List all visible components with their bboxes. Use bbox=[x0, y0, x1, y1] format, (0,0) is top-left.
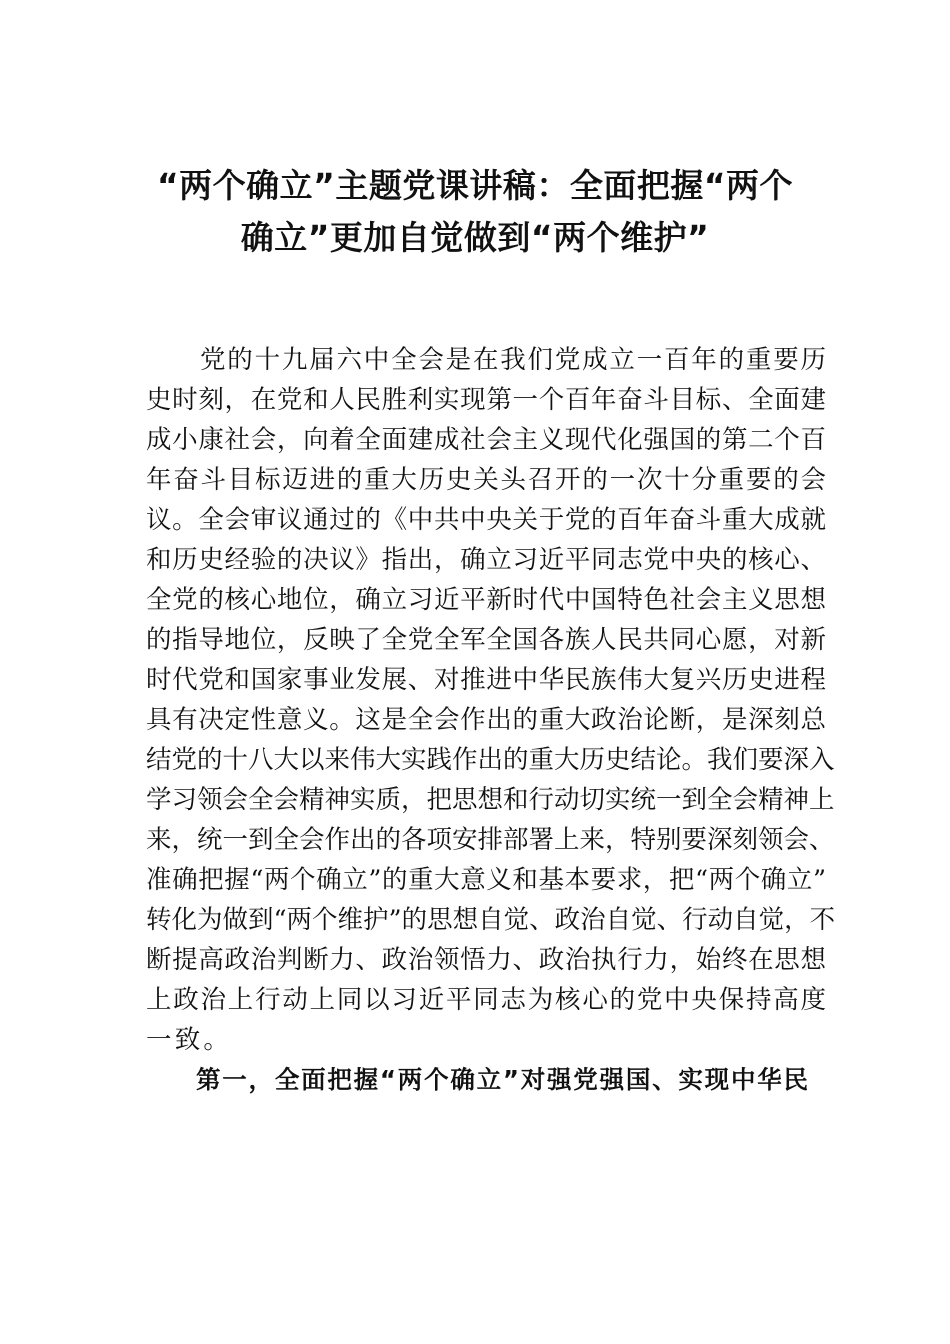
document-title bbox=[130, 160, 820, 264]
paragraph-line: 结党的十八大以来伟大实践作出的重大历史结论。我们要深入 bbox=[146, 745, 835, 775]
paragraph-line: 具有决定性意义。这是全会作出的重大政治论断，是深刻总 bbox=[146, 705, 826, 735]
paragraph-line: 全党的核心地位，确立习近平新时代中国特色社会主义思想 bbox=[146, 585, 826, 615]
paragraph-line: 的指导地位，反映了全党全军全国各族人民共同心愿，对新 bbox=[146, 625, 826, 655]
paragraph-line: 时代党和国家事业发展、对推进中华民族伟大复兴历史进程 bbox=[146, 665, 826, 695]
paragraph-line: 史时刻，在党和人民胜利实现第一个百年奋斗目标、全面建 bbox=[146, 385, 826, 415]
section-heading: 第一，全面把握“两个确立”对强党强国、实现中华民 bbox=[196, 1065, 808, 1094]
paragraph-line: 成小康社会，向着全面建成社会主义现代化强国的第二个百 bbox=[146, 425, 826, 455]
paragraph-line: 党的十九届六中全会是在我们党成立一百年的重要历 bbox=[200, 345, 826, 375]
paragraph-line: 议。全会审议通过的《中共中央关于党的百年奋斗重大成就 bbox=[146, 505, 826, 535]
title-line-2: 确立”更加自觉做到“两个维护” bbox=[240, 218, 710, 257]
paragraph-line: 上政治上行动上同以习近平同志为核心的党中央保持高度 bbox=[146, 985, 826, 1015]
paragraph-line: 和历史经验的决议》指出，确立习近平同志党中央的核心、 bbox=[146, 545, 826, 575]
paragraph-line: 一致。 bbox=[146, 1025, 233, 1055]
paragraph-line: 转化为做到“两个维护”的思想自觉、政治自觉、行动自觉，不 bbox=[146, 905, 836, 935]
paragraph-line: 来，统一到全会作出的各项安排部署上来，特别要深刻领会、 bbox=[146, 825, 835, 855]
paragraph-line: 年奋斗目标迈进的重大历史关头召开的一次十分重要的会 bbox=[146, 465, 826, 495]
intro-paragraph bbox=[146, 340, 836, 1060]
title-line-1: “两个确立”主题党课讲稿：全面把握“两个 bbox=[156, 166, 794, 205]
paragraph-line: 学习领会全会精神实质，把思想和行动切实统一到全会精神上 bbox=[146, 785, 835, 815]
paragraph-line: 准确把握“两个确立”的重大意义和基本要求，把“两个确立” bbox=[146, 865, 826, 895]
paragraph-line: 断提高政治判断力、政治领悟力、政治执行力，始终在思想 bbox=[146, 945, 826, 975]
